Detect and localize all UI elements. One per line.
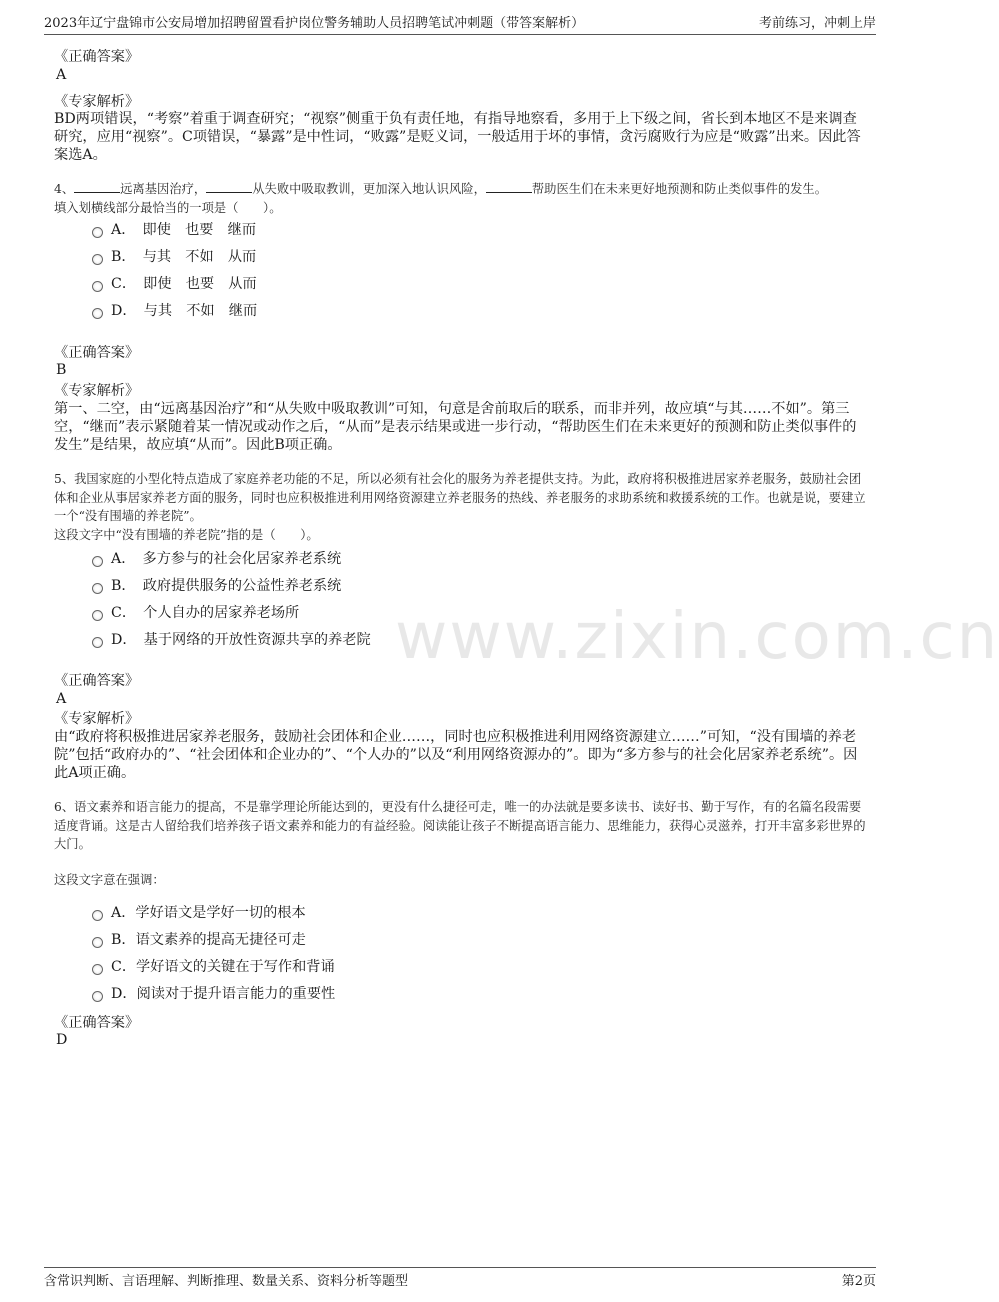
- radio-icon[interactable]: [92, 583, 103, 594]
- option-a[interactable]: [92, 220, 256, 240]
- answer-value: A: [56, 691, 67, 707]
- option-label: D．阅读对于提升语言能力的重要性: [111, 986, 336, 1002]
- option-b[interactable]: [92, 930, 306, 950]
- analysis-text: 第一、二空，由“远离基因治疗”和“从失败中吸取教训”可知，句意是舍前取后的联系，而非并列，故应填“与其……不如”。第三空，“继而”表示紧随着某一情况或动作之后，“从而”是表示结果或进一步行动，“帮助医生们在未来更好的预测和防止类似事件的发生”是结果，故应填“从而”。因此B项正确。: [54, 401, 857, 453]
- question-6-stem: 6、语文素养和语言能力的提高，不是靠学理论所能达到的，更没有什么捷径可走，唯一的办法就是要多读书、读好书、勤于写作，有的名篇名段需要适度背诵。这是古人留给我们培养孩子语文素养和能力的有益经验。阅读能让孩子不断提高语言能力、思维能力，获得心灵滋养，打开丰富多彩世界的大门。: [54, 800, 866, 851]
- option-a[interactable]: [92, 549, 341, 569]
- analysis-label: 《专家解析》: [54, 383, 140, 399]
- option-label: C． 个人自办的居家养老场所: [111, 605, 300, 621]
- watermark: www.zixin.com.cn: [395, 600, 999, 674]
- stem-segment: 远离基因治疗，: [120, 182, 207, 196]
- stem-segment: 帮助医生们在未来更好地预测和防止类似事件的发生。: [531, 182, 828, 196]
- radio-icon[interactable]: [92, 991, 103, 1002]
- fill-blank: [74, 180, 120, 193]
- stem-segment: 从失败中吸取教训，更加深入地认识风险，: [252, 182, 486, 196]
- document-title: 2023年辽宁盘锦市公安局增加招聘留置看护岗位警务辅助人员招聘笔试冲刺题（带答案解析）: [44, 16, 585, 31]
- option-label: C．学好语文的关键在于写作和背诵: [111, 959, 335, 975]
- stem-text: 5、我国家庭的小型化特点造成了家庭养老功能的不足，所以必须有社会化的服务为养老提供支持。为此，政府将积极推进居家养老服务，鼓励社会团体和企业从事居家养老方面的服务，同时也应积极推进利用网络资源建立养老服务的热线、养老服务的求助系统和救援系统的工作。也就是说，要建立一个“没有围墙的养老院”。: [54, 472, 866, 523]
- answer-label: 《正确答案》: [54, 1015, 140, 1031]
- analysis-text: BD两项错误，“考察”着重于调查研究；“视察”侧重于负有责任地，有指导地察看，多用于上下级之间，省长到本地区不是来调查研究，应用“视察”。C项错误，“暴露”是中性词，“败露”是贬义词，一般适用于坏的事情，贪污腐败行为应是“败露”出来。因此答案选A。: [54, 111, 861, 163]
- option-label: B．语文素养的提高无捷径可走: [111, 932, 306, 948]
- option-label: A． 即使 也要 继而: [111, 222, 257, 238]
- page-number: 第2页: [841, 1274, 876, 1289]
- option-c[interactable]: [92, 957, 335, 977]
- radio-icon[interactable]: [92, 964, 103, 975]
- option-c[interactable]: [92, 603, 299, 623]
- option-d[interactable]: [92, 984, 335, 1004]
- radio-icon[interactable]: [92, 910, 103, 921]
- fill-blank: [206, 180, 252, 193]
- radio-icon[interactable]: [92, 637, 103, 648]
- option-b[interactable]: [92, 576, 341, 596]
- option-d[interactable]: [92, 301, 257, 321]
- answer-value: D: [56, 1032, 68, 1048]
- question-prompt: 填入划横线部分最恰当的一项是（ ）。: [54, 200, 282, 215]
- option-label: C． 即使 也要 从而: [111, 276, 257, 292]
- fill-blank: [486, 180, 532, 193]
- answer-value: A: [56, 67, 67, 83]
- option-d[interactable]: [92, 630, 371, 650]
- option-label: D． 基于网络的开放性资源共享的养老院: [111, 632, 371, 648]
- analysis-label: 《专家解析》: [54, 94, 140, 110]
- answer-label: 《正确答案》: [54, 345, 140, 361]
- radio-icon[interactable]: [92, 254, 103, 265]
- option-label: A． 多方参与的社会化居家养老系统: [111, 551, 342, 567]
- option-label: D． 与其 不如 继而: [111, 303, 258, 319]
- option-label: A．学好语文是学好一切的根本: [111, 905, 306, 921]
- header-slogan: 考前练习，冲刺上岸: [758, 16, 876, 31]
- footer-note: 含常识判断、言语理解、判断推理、数量关系、资料分析等题型: [44, 1274, 409, 1289]
- answer-label: 《正确答案》: [54, 49, 140, 65]
- radio-icon[interactable]: [92, 937, 103, 948]
- option-a[interactable]: [92, 903, 306, 923]
- radio-icon[interactable]: [92, 308, 103, 319]
- question-5-stem: [54, 470, 868, 544]
- option-label: B． 政府提供服务的公益性养老系统: [111, 578, 342, 594]
- question-4-stem: [54, 180, 868, 217]
- answer-label: 《正确答案》: [54, 673, 140, 689]
- question-prompt: 这段文字意在强调：: [54, 873, 165, 887]
- radio-icon[interactable]: [92, 227, 103, 238]
- question-number: 4、: [54, 182, 75, 196]
- page-footer: [44, 1270, 876, 1290]
- radio-icon[interactable]: [92, 610, 103, 621]
- option-label: B． 与其 不如 从而: [111, 249, 257, 265]
- analysis-label: 《专家解析》: [54, 711, 140, 727]
- radio-icon[interactable]: [92, 556, 103, 567]
- answer-value: B: [56, 362, 67, 378]
- option-c[interactable]: [92, 274, 257, 294]
- question-prompt: 这段文字中“没有围墙的养老院”指的是（ ）。: [54, 527, 319, 542]
- header-divider: [44, 34, 876, 35]
- footer-divider: [44, 1267, 876, 1268]
- analysis-text: 由“政府将积极推进居家养老服务，鼓励社会团体和企业……，同时也应积极推进利用网络资源建立……”可知，“没有围墙的养老院”包括“政府办的”、“社会团体和企业办的”、“个人办的”以及“利用网络资源办的”。即为“多方参与的社会化居家养老系统”。因此A项正确。: [54, 729, 858, 781]
- page-header: [44, 12, 876, 32]
- radio-icon[interactable]: [92, 281, 103, 292]
- option-b[interactable]: [92, 247, 256, 267]
